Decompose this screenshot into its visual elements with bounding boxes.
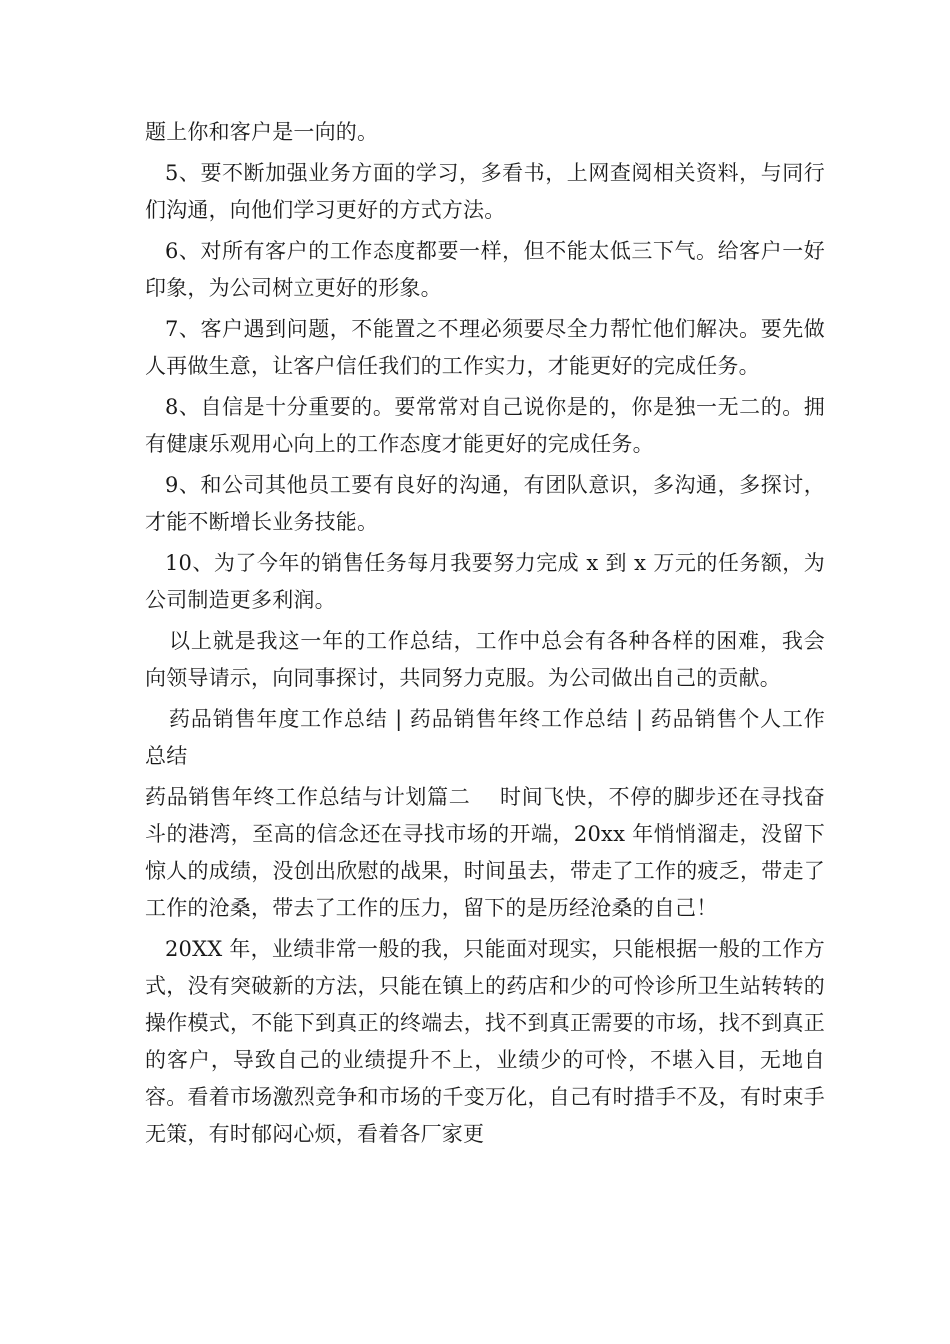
paragraph-item-10: 10、为了今年的销售任务每月我要努力完成 x 到 x 万元的任务额，为公司制造更多利润。 [145, 551, 825, 612]
paragraph-part-two-intro: 药品销售年终工作总结与计划篇二 时间飞快，不停的脚步还在寻找奋斗的港湾，至高的信念还在寻找市场的开端，20xx 年悄悄溜走，没留下惊人的成绩，没创出欣慰的战果，时间虽去，带走了工作的疲乏，带走了工作的沧桑，带去了工作的压力，留下的是历经沧桑的自己！ [145, 785, 825, 920]
paragraph-item-8: 8、自信是十分重要的。要常常对自己说你是的，你是独一无二的。拥有健康乐观用心向上的工作态度才能更好的完成任务。 [145, 395, 825, 456]
paragraph-item-7: 7、客户遇到问题，不能置之不理必须要尽全力帮忙他们解决。要先做人再做生意，让客户信任我们的工作实力，才能更好的完成任务。 [145, 317, 825, 378]
document-body [145, 114, 825, 1157]
paragraph-item-5: 5、要不断加强业务方面的学习，多看书，上网查阅相关资料，与同行们沟通，向他们学习更好的方式方法。 [145, 161, 825, 222]
paragraph-summary: 以上就是我这一年的工作总结，工作中总会有各种各样的困难，我会向领导请示，向同事探讨，共同努力克服。为公司做出自己的贡献。 [145, 629, 825, 690]
paragraph-item-9: 9、和公司其他员工要有良好的沟通，有团队意识，多沟通，多探讨，才能不断增长业务技能。 [145, 473, 825, 534]
paragraph-item-6: 6、对所有客户的工作态度都要一样，但不能太低三下气。给客户一好印象，为公司树立更好的形象。 [145, 239, 825, 300]
paragraph-related-titles: 药品销售年度工作总结 | 药品销售年终工作总结 | 药品销售个人工作总结 [145, 707, 825, 768]
paragraph-continuation: 题上你和客户是一向的。 [145, 120, 379, 144]
paragraph-part-two-body: 20XX 年，业绩非常一般的我，只能面对现实，只能根据一般的工作方式，没有突破新的方法，只能在镇上的药店和少的可怜诊所卫生站转转的操作模式，不能下到真正的终端去，找不到真正需要的市场，找不到真正的客户，导致自己的业绩提升不上，业绩少的可怜，不堪入目，无地自容。看着市场激烈竞争和市场的千变万化，自己有时措手不及，有时束手无策，有时郁闷心烦，看着各厂家更 [145, 937, 825, 1146]
